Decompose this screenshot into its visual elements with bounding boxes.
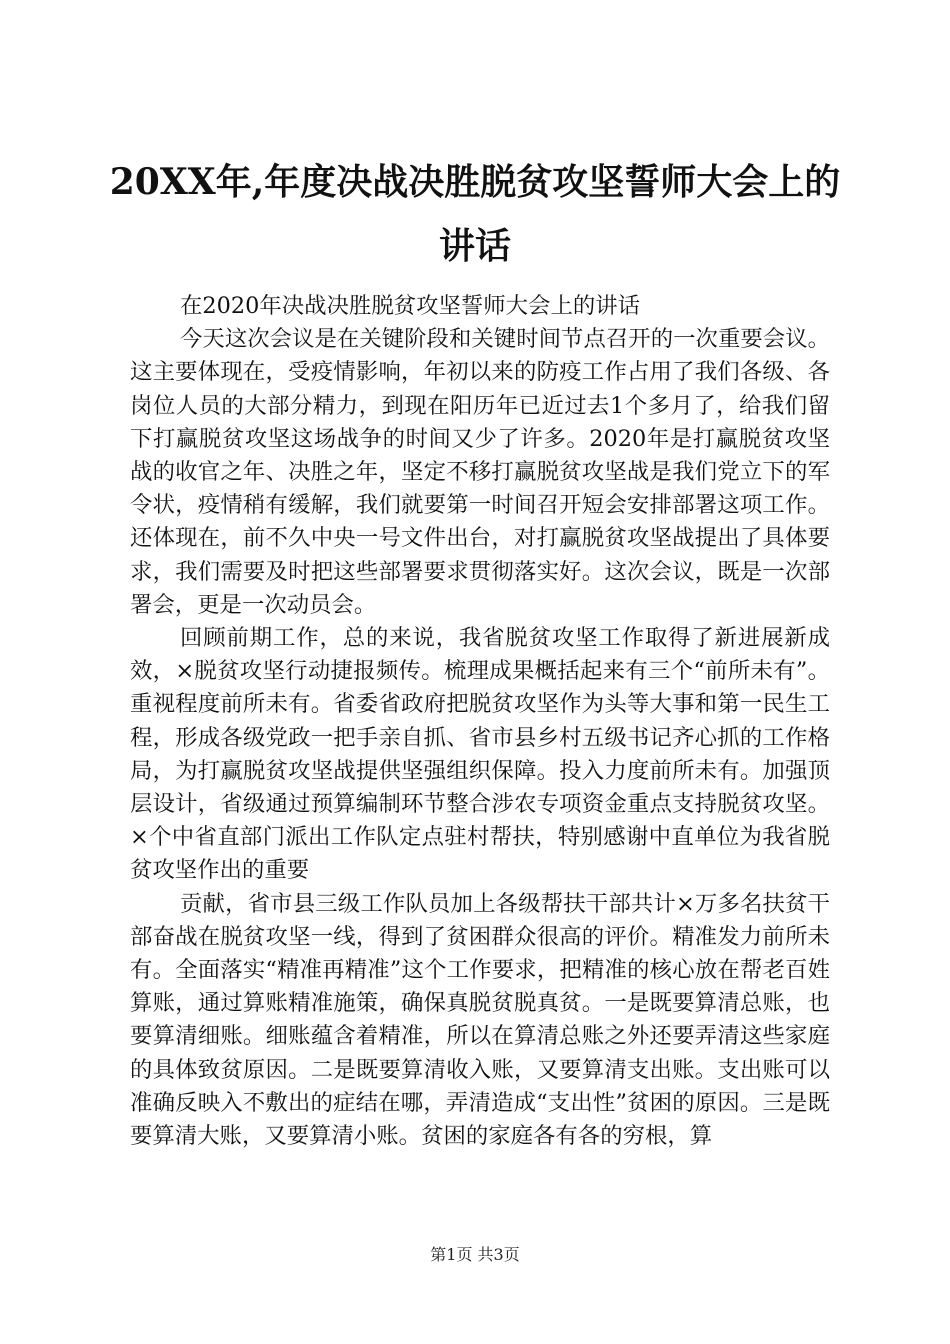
paragraph: 回顾前期工作，总的来说，我省脱贫攻坚工作取得了新进展新成效，×脱贫攻坚行动捷报频传。梳理成果概括起来有三个“前所未有”。重视程度前所未有。省委省政府把脱贫攻坚作为头等大事和第一民生工程，形成各级党政一把手亲自抓、省市县乡村五级书记齐心抓的工作格局，为打赢脱贫攻坚战提供坚强组织保障。投入力度前所未有。加强顶层设计，省级通过预算编制环节整合涉农专项资金重点支持脱贫攻坚。×个中省直部门派出工作队定点驻村帮扶，特别感谢中直单位为我省脱贫攻坚作出的重要	[130, 625, 830, 884]
paragraph: 贡献，省市县三级工作队员加上各级帮扶干部共计×万多名扶贫干部奋战在脱贫攻坚一线，得到了贫困群众很高的评价。精准发力前所未有。全面落实“精准再精准”这个工作要求，把精准的核心放在帮老百姓算账，通过算账精准施策，确保真脱贫脱真贫。一是既要算清总账，也要算清细账。细账蕴含着精准，所以在算清总账之外还要弄清这些家庭的具体致贫原因。二是既要算清收入账，又要算清支出账。支出账可以准确反映入不敷出的症结在哪，弄清造成“支出性”贫困的原因。三是既要算清大账，又要算清小账。贫困的家庭各有各的穷根，算	[130, 890, 830, 1150]
document-body	[130, 290, 830, 1153]
page-number-footer: 第1页 共3页	[430, 1245, 520, 1264]
paragraph: 今天这次会议是在关键阶段和关键时间节点召开的一次重要会议。这主要体现在，受疫情影响，年初以来的防疫工作占用了我们各级、各岗位人员的大部分精力，到现在阳历年已近过去1个多月了，给我们留下打赢脱贫攻坚这场战争的时间又少了许多。2020年是打赢脱贫攻坚战的收官之年、决胜之年，坚定不移打赢脱贫攻坚战是我们党立下的军令状，疫情稍有缓解，我们就要第一时间召开短会安排部署这项工作。还体现在，前不久中央一号文件出台，对打赢脱贫攻坚战提出了具体要求，我们需要及时把这些部署要求贯彻落实好。这次会议，既是一次部署会，更是一次动员会。	[130, 326, 830, 618]
document-subtitle: 在2020年决战决胜脱贫攻坚誓师大会上的讲话	[180, 293, 641, 319]
document-title: 20XX年,年度决战决胜脱贫攻坚誓师大会上的讲话	[109, 161, 841, 267]
